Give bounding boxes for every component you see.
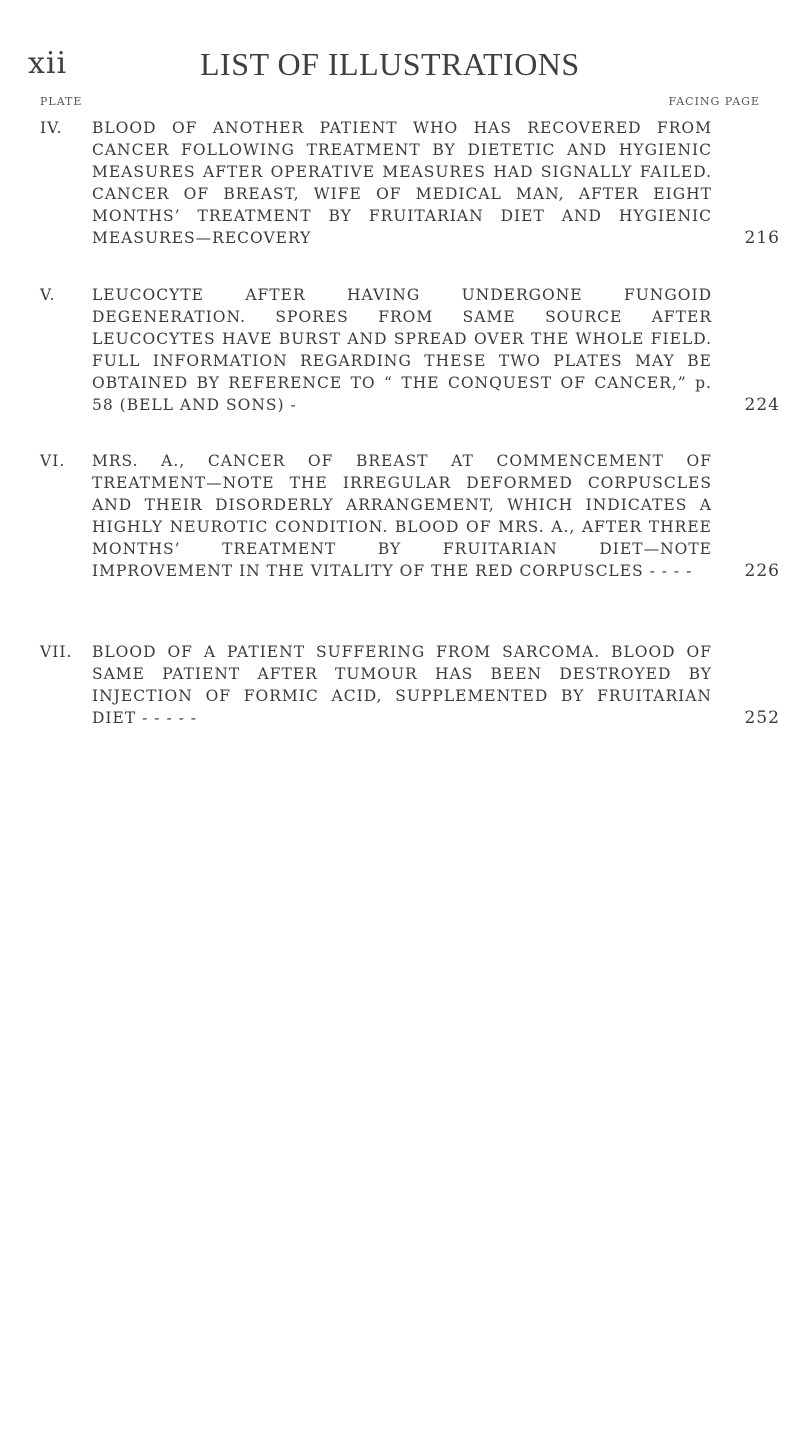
column-header-facing-page: FACING PAGE (668, 95, 760, 108)
list-item (40, 117, 780, 249)
facing-page-number: 216 (744, 228, 780, 248)
list-item (40, 450, 780, 582)
plate-number: VI. (40, 452, 66, 470)
plate-number: VII. (40, 643, 73, 661)
list-item (40, 284, 780, 416)
column-header-plate: PLATE (40, 95, 83, 108)
plate-description: LEUCOCYTE AFTER HAVING UNDERGONE FUNGOID DEGENERATION. SPORES FROM SAME SOURCE AFTER LEUCOCYTES HAVE BURST AND SPREAD OVER THE WHOLE FIELD. FULL INFORMATION REGARDING THESE TWO PLATES MAY BE OBTAINED BY REFERENCE TO “ THE CONQUEST OF CANCER,” p. 58 (BELL AND SONS) - (92, 286, 712, 414)
facing-page-number: 226 (744, 561, 780, 581)
plate-description: BLOOD OF A PATIENT SUFFERING FROM SARCOMA. BLOOD OF SAME PATIENT AFTER TUMOUR HAS BEEN DESTROYED BY INJECTION OF FORMIC ACID, SUPPLEMENTED BY FRUITARIAN DIET - - - - - (92, 643, 712, 727)
list-item (40, 641, 780, 729)
plate-description: MRS. A., CANCER OF BREAST AT COMMENCEMENT OF TREATMENT—NOTE THE IRREGULAR DEFORMED CORPUSCLES AND THEIR DISORDERLY ARRANGEMENT, WHICH INDICATES A HIGHLY NEUROTIC CONDITION. BLOOD OF MRS. A., AFTER THREE MONTHS’ TREATMENT BY FRUITARIAN DIET—NOTE IMPROVEMENT IN THE VITALITY OF THE RED CORPUSCLES - - - - (92, 452, 712, 580)
plate-number: V. (40, 286, 56, 304)
plate-description: BLOOD OF ANOTHER PATIENT WHO HAS RECOVERED FROM CANCER FOLLOWING TREATMENT BY DIETETIC AND HYGIENIC MEASURES AFTER OPERATIVE MEASURES HAD SIGNALLY FAILED. CANCER OF BREAST, WIFE OF MEDICAL MAN, AFTER EIGHT MONTHS’ TREATMENT BY FRUITARIAN DIET AND HYGIENIC MEASURES—RECOVERY (92, 119, 712, 247)
facing-page-number: 252 (744, 708, 780, 728)
page-title: LIST OF ILLUSTRATIONS (200, 46, 580, 82)
page-number: xii (28, 46, 68, 81)
plate-number: IV. (40, 119, 63, 137)
facing-page-number: 224 (744, 395, 780, 415)
